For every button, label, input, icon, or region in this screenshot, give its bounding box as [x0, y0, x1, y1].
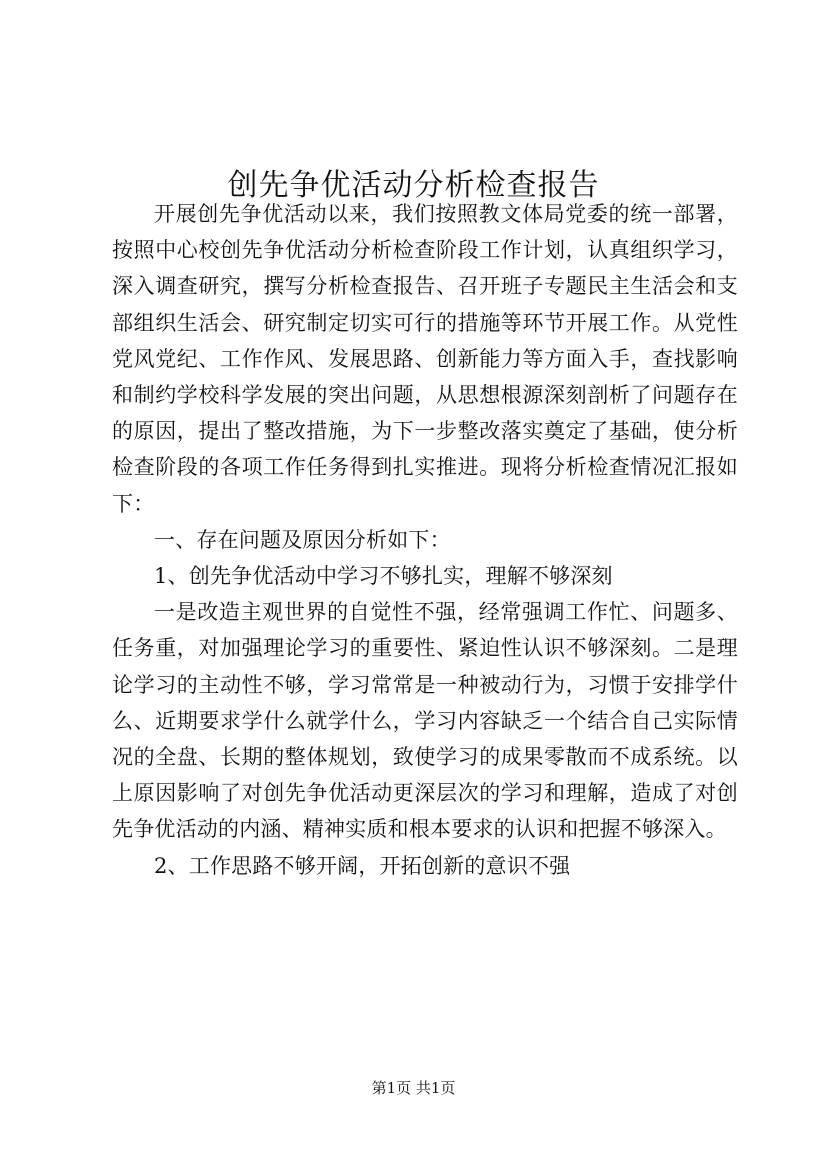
- paragraph-intro: 开展创先争优活动以来，我们按照教文体局党委的统一部署，按照中心校创先争优活动分析检查阶段工作计划，认真组织学习，深入调查研究，撰写分析检查报告、召开班子专题民主生活会和支部组织生活会、研究制定切实可行的措施等环节开展工作。从党性党风党纪、工作作风、发展思路、创新能力等方面入手，查找影响和制约学校科学发展的突出问题，从思想根源深刻剖析了问题存在的原因，提出了整改措施，为下一步整改落实奠定了基础，使分析检查阶段的各项工作任务得到扎实推进。现将分析检查情况汇报如下：: [112, 202, 738, 516]
- document-title: 创先争优活动分析检查报告: [227, 168, 600, 204]
- paragraph-section-heading: 一、存在问题及原因分析如下：: [154, 527, 451, 552]
- page-footer: 第1页 共1页: [371, 1079, 456, 1097]
- document-body: [112, 196, 738, 884]
- paragraph-analysis-1: 一是改造主观世界的自觉性不强，经常强调工作忙、问题多、任务重，对加强理论学习的重要性、紧迫性认识不够深刻。二是理论学习的主动性不够，学习常常是一种被动行为，习惯于安排学什么、近期要求学什么就学什么，学习内容缺乏一个结合自己实际情况的全盘、长期的整体规划，致使学习的成果零散而不成系统。以上原因影响了对创先争优活动更深层次的学习和理解，造成了对创先争优活动的内涵、精神实质和根本要求的认识和把握不够深入。: [112, 600, 738, 842]
- paragraph-subheading-2: 2、工作思路不够开阔，开拓创新的意识不强: [154, 853, 571, 878]
- paragraph-subheading-1: 1、创先争优活动中学习不够扎实，理解不够深刻: [154, 564, 613, 589]
